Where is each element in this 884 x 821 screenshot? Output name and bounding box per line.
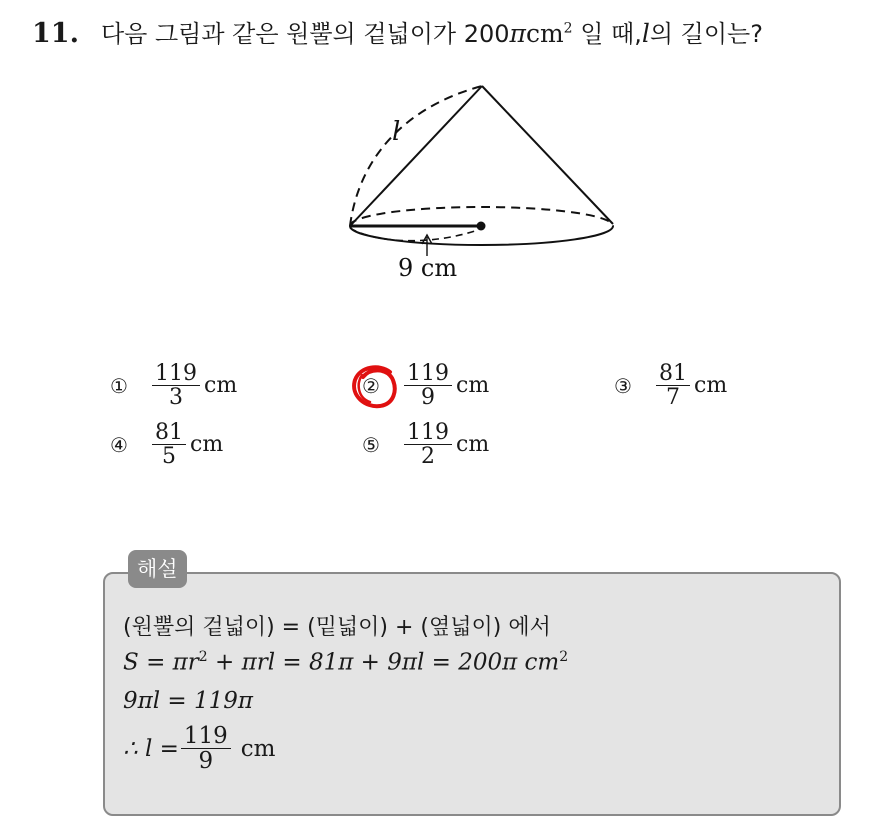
solution-line-1: (원뿔의 겉넓이) = (밑넓이) + (옆넓이) 에서 bbox=[123, 615, 551, 640]
solution-line-2: $S = \pi r^2 + \pi rl = 81\pi + 9\pi l = 200\pi$ $cm^2$ bbox=[123, 649, 569, 676]
question-variable: l bbox=[641, 19, 650, 48]
solution-line-3: 9πl = 119π bbox=[123, 688, 254, 714]
question-text-mid: 일 때, bbox=[572, 20, 642, 48]
question-unit: cm bbox=[525, 19, 564, 48]
question-text-before: 다음 그림과 같은 원뿔의 겉넓이가 200 bbox=[100, 20, 510, 48]
choice-mark: ② bbox=[362, 373, 380, 398]
answer-circle-mark bbox=[350, 364, 402, 412]
question-pi: π bbox=[509, 19, 526, 48]
radius-brace bbox=[350, 228, 478, 241]
slant-label: l bbox=[392, 117, 401, 147]
choice-fraction: $\frac{119}{3}$ bbox=[152, 362, 200, 409]
cone-figure bbox=[330, 78, 630, 288]
solution-line-4: ∴ l = $\frac{119}{9}$ cm bbox=[123, 723, 276, 775]
choice-unit: cm bbox=[190, 432, 224, 458]
choice-1[interactable] bbox=[110, 362, 237, 409]
question-line bbox=[32, 14, 763, 49]
choice-fraction: $\frac{119}{9}$ bbox=[404, 362, 452, 409]
choice-mark: ⑤ bbox=[362, 432, 380, 457]
choice-unit: cm bbox=[456, 432, 490, 458]
choice-fraction: $\frac{81}{5}$ bbox=[152, 421, 186, 468]
choice-unit: cm bbox=[204, 373, 238, 399]
choice-fraction: $\frac{119}{2}$ bbox=[404, 421, 452, 468]
choice-mark: ③ bbox=[614, 373, 632, 398]
choice-4[interactable] bbox=[110, 421, 223, 468]
choice-unit: cm bbox=[456, 373, 490, 399]
cone-right-edge bbox=[482, 86, 613, 224]
cone-left-edge bbox=[350, 86, 482, 226]
solution-fraction: $\frac{119}{9}$ bbox=[181, 724, 231, 773]
solution-tag: 해설 bbox=[128, 550, 187, 588]
choice-mark: ④ bbox=[110, 432, 128, 457]
choice-unit: cm bbox=[694, 373, 728, 399]
radius-label: 9 cm bbox=[398, 254, 458, 282]
choice-mark: ① bbox=[110, 373, 128, 398]
question-text-after: 의 길이는? bbox=[649, 20, 763, 48]
center-dot bbox=[477, 222, 486, 231]
question-exponent: 2 bbox=[563, 20, 573, 37]
choice-3[interactable] bbox=[614, 362, 727, 409]
choice-fraction: $\frac{81}{7}$ bbox=[656, 362, 690, 409]
choice-5[interactable] bbox=[362, 421, 489, 468]
question-number: 11. bbox=[32, 18, 79, 49]
